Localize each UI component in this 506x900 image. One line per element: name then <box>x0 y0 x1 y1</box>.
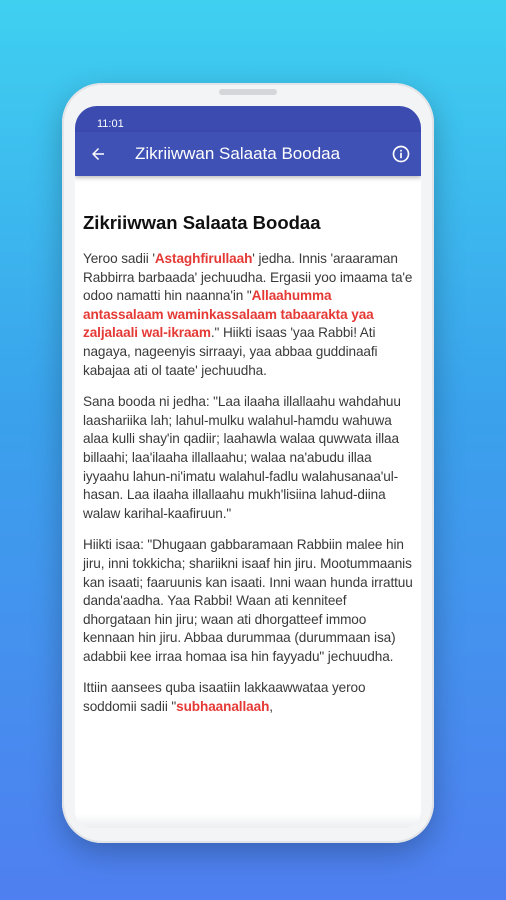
phone-speaker <box>219 89 277 95</box>
info-icon[interactable] <box>391 144 411 164</box>
back-button[interactable] <box>75 132 121 176</box>
status-bar <box>75 106 421 132</box>
paragraph-2: Sana booda ni jedha: "Laa ilaaha illallaahu wahdahuu laashariika lah; lahul-mulku walahul-hamdu wahuwa alaa kulli shay'in qadiir; laahawla walaa quwwata illaa billaahi; laa'ilaaha illallaahu; walaa na'abudu illaa iyyaahu lahun-ni'imatu walahul-fadlu walahusanaa'ul-hasan. Laa ilaaha illallaahu mukh'lisiina lahud-diina walaw karihal-kaafiruun." <box>83 394 401 521</box>
paragraph-1-text-c: ." Hiikti isaas 'yaa Rabbi! Ati nagaya, nageenyis sirraayi, yaa abbaa guddinaafi kabajaa ati ol taate' jechuudha. <box>83 325 378 378</box>
paragraph-1-text-a: Yeroo sadii ' <box>83 251 155 266</box>
article-content <box>75 176 421 717</box>
paragraph-1-text-b: ' jedha. Innis 'araaraman Rabbirra barbaada' jechuudha. Ergasii yoo imaama ta'e odoo namatti hin naanna'in " <box>83 251 413 304</box>
app-bar <box>75 132 421 176</box>
paragraph-4 <box>83 679 413 716</box>
paragraph-4-text-b: , <box>269 699 273 715</box>
arabic-highlight: Allaahumma antassalaam waminkassalaam tabaarakta yaa zaljalaali wal-ikraam <box>83 288 374 341</box>
arrow-back-icon <box>89 145 107 163</box>
arabic-highlight: Astaghfirullaah <box>154 251 253 266</box>
app-screen <box>75 106 421 828</box>
app-bar-title: Zikriiwwan Salaata Boodaa <box>135 144 341 163</box>
paragraph-1 <box>83 250 413 380</box>
screen-bottom-edge <box>75 814 421 828</box>
phone-frame <box>62 83 434 843</box>
paragraph-3: Hiikti isaa: "Dhugaan gabbaramaan Rabbiin malee hin jiru, inni tokkicha; shariikni isaaf hin jiru. Mootummaanis kan isaati; faaruunis kan isaati. Inni waan hunda irrattuu danda'aadha. Yaa Rabbi! Waan ati kenniteef dhorgataan hin jiru; waan ati dhorgatteef immoo kennaan hin jiru. Abbaa durummaa (durummaan isa) adabbii kee irraa homaa isa hin fayyadu" jechuudha. <box>83 537 413 664</box>
status-time: 11:01 <box>97 118 124 130</box>
arabic-highlight: subhaanallaah <box>176 699 270 715</box>
article-heading: Zikriiwwan Salaata Boodaa <box>83 212 321 233</box>
paragraph-4-text-a: Ittiin aansees quba isaatiin lakkaawwataa yeroo soddomii sadii " <box>83 680 366 715</box>
